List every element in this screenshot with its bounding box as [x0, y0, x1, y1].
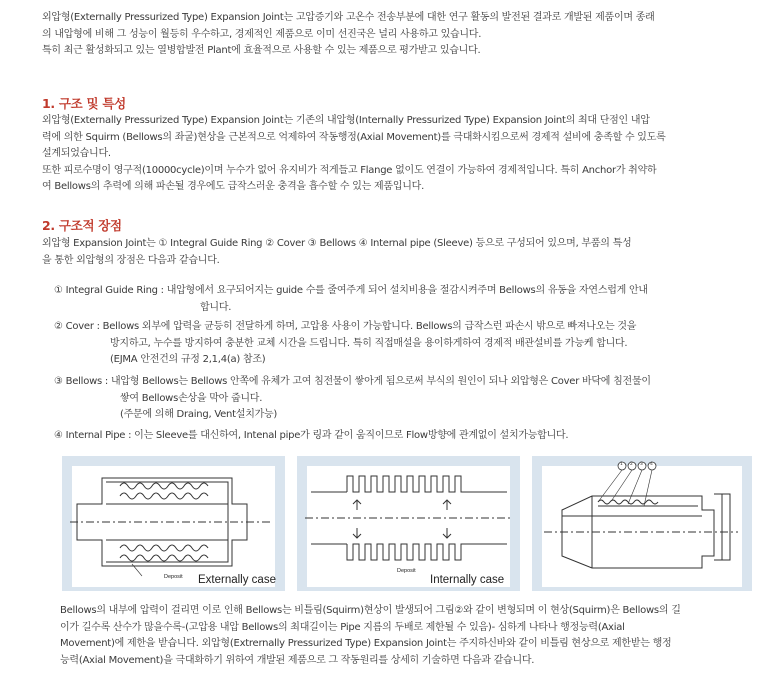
section2-intro [42, 236, 722, 269]
item-line: (EJMA 안전건의 규정 2,1,4(a) 참조) [110, 354, 266, 365]
advantage-item-bellows [54, 374, 734, 424]
section1-paragraph [42, 113, 722, 196]
bottom-line: 이가 길수록 산수가 많을수록-(고압용 내압 Bellows의 최대길이는 Pipe 지름의 두배로 제한될 수 있음)- 심하게 나타나 행정능력(Axial [60, 621, 625, 633]
intro-line: 특히 최근 활성화되고 있는 열병합발전 Plant에 효율적으로 사용할 수 있는 제품으로 평가받고 있습니다. [42, 45, 481, 56]
figure-components [532, 456, 752, 591]
bottom-line: 능력(Axial Movement)을 극대화하기 위하여 개발된 제품으로 그 작동원리를 상세히 기술하면 다음과 같습니다. [60, 654, 535, 666]
bottom-line: Bellows의 내부에 압력이 걸리면 이로 인해 Bellows는 비틀림(Squirm)현상이 발생되어 그림②와 같이 변형되며 이 현상(Squirm)은 Bellows의 길 [60, 605, 681, 616]
section2-title: 2. 구조적 장점 [42, 218, 122, 233]
callout-3: 3 [640, 462, 643, 467]
item-line: ② Cover : Bellows 외부에 압력을 균등히 전달하게 하며, 고압용 사용이 가능합니다. Bellows의 급작스런 파손시 밖으로 빠져나오는 것을 [54, 321, 637, 332]
item-line: (주문에 의해 Draing, Vent설치가능) [120, 409, 278, 420]
item-line: ③ Bellows : 내압형 Bellows는 Bellows 안쪽에 유체가 고여 침전물이 쌓아게 됨으로써 부식의 원인이 되나 외압형은 Cover 바닥에 침전물이 [54, 376, 651, 387]
intro-line: 의 내압형에 비해 그 성능이 월등히 우수하고, 경제적인 제품으로 이미 선진국은 널리 사용하고 있습니다. [42, 28, 482, 40]
bottom-line: Movement)에 제한을 받습니다. 외압형(Extrernally Pressurized Type) Expansion Joint는 주지하신바와 같이 비틀림 현상으로 제한받는 행정 [60, 638, 672, 649]
section1-line: 또한 피로수명이 영구적(10000cycle)이며 누수가 없어 유지비가 적게들고 Flange 없이도 연결이 가능하여 경제적입니다. 특히 Anchor가 취약하 [42, 164, 657, 176]
advantage-item-cover [54, 319, 734, 369]
item-line: ① Integral Guide Ring : 내압형에서 요구되어지는 guide 수를 줄여주게 되어 설치비용을 절감시켜주며 Bellows의 유동을 자연스럽게 안내 [54, 285, 648, 296]
figure-internally-case [297, 456, 520, 591]
section1-line: 여 Bellows의 추력에 의해 파손될 경우에도 급작스러운 충격을 흡수할 수 있는 제품입니다. [42, 181, 425, 192]
item-line: 방지하고, 누수를 방지하여 충분한 교체 시간을 드립니다. 특히 직접매설을 용이하게하여 경제적 배관설비를 가능케 합니다. [110, 337, 628, 349]
figure-externally-case [62, 456, 285, 591]
section1-line: 력에 의한 Squirm (Bellows의 좌굴)현상을 근본적으로 억제하여 작동행정(Axial Movement)를 극대화시킴으로써 경제적 설비에 충족할 수 있도록 [42, 131, 666, 143]
externally-case-drawing [62, 456, 285, 591]
section2-intro-line: 을 통한 외압형의 장점은 다음과 같습니다. [42, 254, 220, 266]
section2-intro-line: 외압형 Expansion Joint는 ① Integral Guide Ring ② Cover ③ Bellows ④ Internal pipe (Sleeve) 등으로 구성되어 있으며, 부품의 특성 [42, 238, 632, 249]
advantage-item-internal-pipe [54, 428, 734, 445]
components-drawing [532, 456, 752, 591]
deposit-label: Deposit [164, 574, 183, 580]
section1-title: 1. 구조 및 특성 [42, 96, 126, 111]
item-line: 쌓여 Bellows손상을 막아 줍니다. [120, 392, 263, 404]
section1-line: 설계되었습니다. [42, 148, 111, 159]
deposit-label: Deposit [397, 568, 416, 574]
callout-4: 4 [650, 462, 653, 467]
section1-line: 외압형(Externally Pressurized Type) Expansion Joint는 기존의 내압형(Internally Pressurized Type) Expansion Joint의 최대 단점인 내압 [42, 115, 650, 126]
bottom-paragraph [60, 603, 740, 669]
intro-paragraph [42, 10, 722, 60]
figure-caption-internally: Internally case [430, 574, 505, 586]
callout-1: 1 [620, 462, 623, 467]
figure-caption-externally: Externally case [198, 574, 276, 586]
callout-2: 2 [630, 462, 633, 467]
advantage-item-guide-ring [54, 283, 734, 316]
item-line: 합니다. [200, 301, 232, 313]
item-line: ④ Internal Pipe : 이는 Sleeve를 대신하여, Intenal pipe가 링과 같이 움직이므로 Flow방향에 관계없이 설치가능합니다. [54, 430, 569, 441]
intro-line: 외압형(Externally Pressurized Type) Expansion Joint는 고압증기와 고온수 전송부분에 대한 연구 활동의 발전된 결과로 개발된 제품이며 종래 [42, 12, 655, 23]
